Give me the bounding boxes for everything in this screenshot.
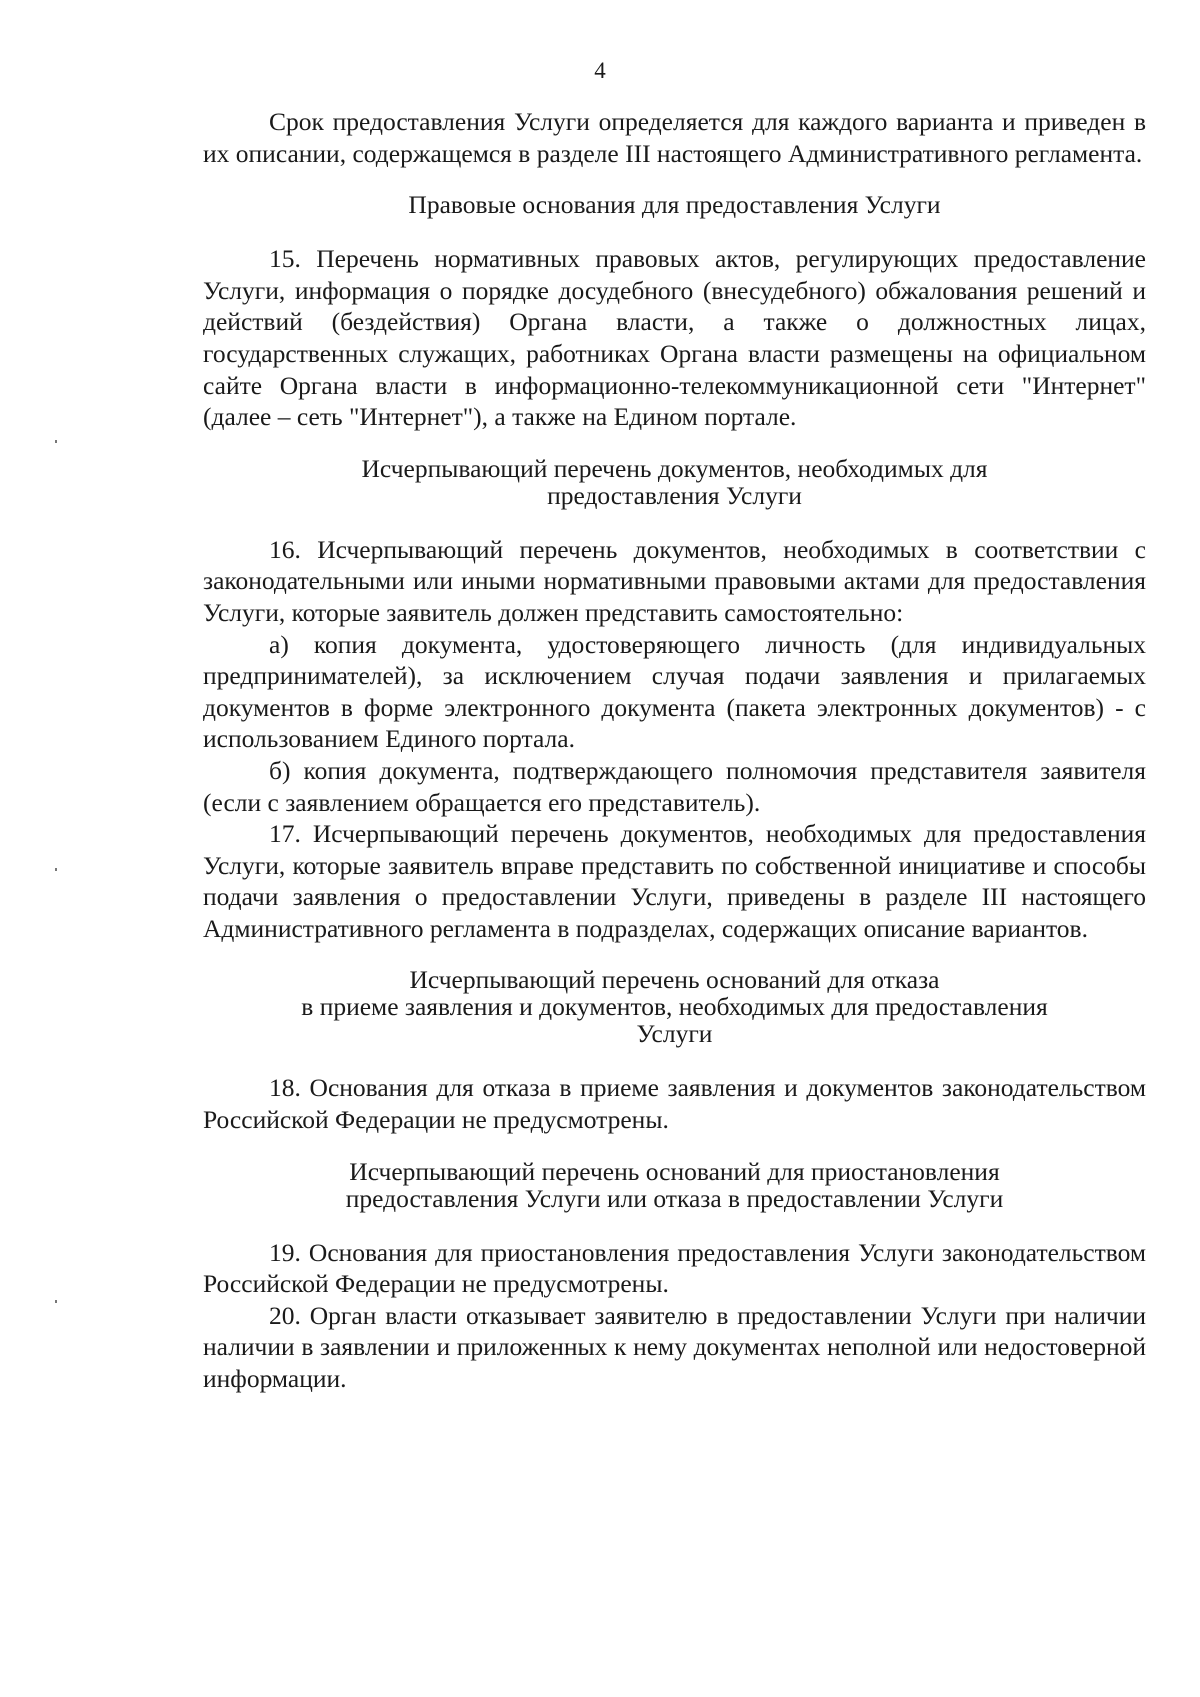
intro-paragraph: Срок предоставления Услуги определяется для каждого варианта и приведен в их описании, содержащемся в разделе III настоящего Административного регламента. <box>203 107 1146 168</box>
paragraph-20: 20. Орган власти отказывает заявителю в предоставлении Услуги при наличии наличии в заявлении и приложенных к нему документах неполной или недостоверной информации. <box>203 1300 1146 1394</box>
paragraph-19: 19. Основания для приостановления предоставления Услуги законодательством Российской Федерации не предусмотрены. <box>203 1237 1146 1299</box>
document-body <box>203 106 1146 1395</box>
paragraph-16: 16. Исчерпывающий перечень документов, необходимых в соответствии с законодательными или иными нормативными правовыми актами для предоставления Услуги, которые заявитель должен представить самостоятельно: <box>203 534 1146 627</box>
scan-mark <box>55 1300 57 1303</box>
heading-line: Услуги <box>636 1019 713 1049</box>
section-heading-suspension-refusal <box>203 1158 1146 1212</box>
paragraph-16-b: б) копия документа, подтверждающего полномочия представителя заявителя (если с заявлением обращается его представитель). <box>203 755 1146 817</box>
heading-line: Правовые основания для предоставления Услуги <box>408 190 941 220</box>
heading-line: Исчерпывающий перечень документов, необходимых для <box>361 453 988 483</box>
scan-mark <box>55 440 57 443</box>
heading-line: предоставления Услуги или отказа в предоставлении Услуги <box>345 1183 1004 1213</box>
section-heading-documents <box>203 455 1146 509</box>
heading-line: Исчерпывающий перечень оснований для приостановления <box>349 1156 1000 1186</box>
paragraph-17: 17. Исчерпывающий перечень документов, необходимых для предоставления Услуги, которые заявитель вправе представить по собственной инициативе и способы подачи заявления о предоставлении Услуги, приведены в разделе III настоящего Административного регламента в подразделах, содержащих описание вариантов. <box>203 819 1146 943</box>
section-heading-legal-basis <box>203 191 1146 218</box>
scan-mark <box>55 868 57 871</box>
heading-line: Исчерпывающий перечень оснований для отказа <box>409 965 940 995</box>
paragraph-15: 15. Перечень нормативных правовых актов, регулирующих предоставление Услуги, информация о порядке досудебного (внесудебного) обжалования решений и действий (бездействия) Органа власти, а также о должностных лицах, государственных служащих, работниках Органа власти размещены на официальном сайте Органа власти в информационно-телекоммуникационной сети "Интернет" (далее – сеть "Интернет"), а также на Едином портале. <box>203 244 1146 432</box>
section-heading-refusal-acceptance <box>203 966 1146 1047</box>
heading-line: предоставления Услуги <box>547 480 802 510</box>
paragraph-16-a: а) копия документа, удостоверяющего личность (для индивидуальных предпринимателей), за исключением случая подачи заявления и прилагаемых документов в форме электронного документа (пакета электронных документов) - с использованием Единого портала. <box>203 629 1146 754</box>
page-number: 4 <box>594 58 606 83</box>
heading-line: в приеме заявления и документов, необходимых для предоставления <box>301 992 1048 1022</box>
paragraph-18: 18. Основания для отказа в приеме заявления и документов законодательством Российской Федерации не предусмотрены. <box>203 1073 1146 1135</box>
